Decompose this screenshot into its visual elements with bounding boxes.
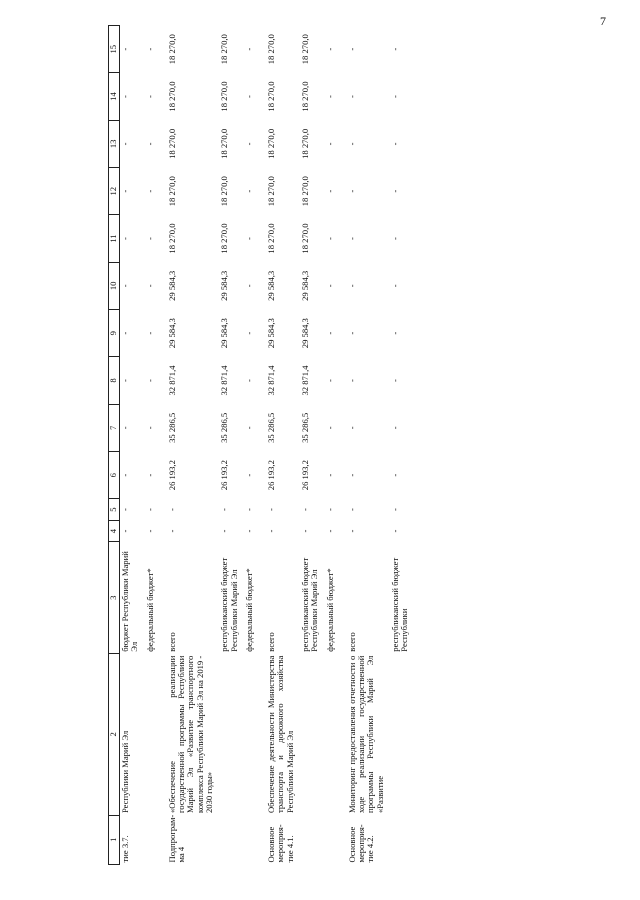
value-cell: 35 286,5 xyxy=(299,412,310,443)
value-cell: 18 270,0 xyxy=(266,34,277,65)
row-title xyxy=(141,654,156,815)
value-cell: 29 584,3 xyxy=(219,270,230,301)
value-cell: - xyxy=(243,284,254,288)
value-cell: 18 270,0 xyxy=(219,176,230,207)
row-title: Мониторинг предоставления отчетности о ходе реализации государственной программы Республики Марий Эл «Развитие xyxy=(346,655,385,814)
row-code xyxy=(296,815,321,864)
value-cell: - xyxy=(219,508,230,512)
header-col-10: 10 xyxy=(109,262,120,309)
value-cell: - xyxy=(243,529,254,533)
value-cell: - xyxy=(389,142,400,146)
value-cell: - xyxy=(144,473,155,477)
table-row xyxy=(141,26,156,865)
row-title xyxy=(386,654,411,815)
value-cell: 18 270,0 xyxy=(299,34,310,65)
value-cell: - xyxy=(346,426,357,430)
value-cell: - xyxy=(389,379,400,382)
value-cell: - xyxy=(346,189,357,193)
row-source: всего xyxy=(266,632,277,652)
value-cell: - xyxy=(120,284,130,288)
row-source: республиканский бюджет Республики Марий Эл xyxy=(299,557,320,652)
value-cell: - xyxy=(346,284,357,288)
table-row xyxy=(255,26,296,865)
header-col-9: 9 xyxy=(109,310,120,357)
value-cell: - xyxy=(389,95,400,98)
table-body xyxy=(120,26,411,865)
value-cell: - xyxy=(144,237,155,240)
row-source: федеральный бюджет* xyxy=(324,568,335,652)
value-cell: 26 193,2 xyxy=(299,460,310,491)
value-cell: 18 270,0 xyxy=(219,81,230,112)
value-cell: - xyxy=(219,529,230,533)
value-cell: - xyxy=(120,95,130,98)
row-code: тие 3.7. xyxy=(120,835,130,863)
header-row xyxy=(109,26,120,865)
value-cell: 29 584,3 xyxy=(166,318,177,349)
value-cell: 18 270,0 xyxy=(219,223,230,254)
header-col-2: 2 xyxy=(109,654,120,815)
value-cell: 35 286,5 xyxy=(219,412,230,443)
value-cell: 18 270,0 xyxy=(166,128,177,159)
value-cell: - xyxy=(243,426,254,430)
table-row xyxy=(240,26,255,865)
value-cell: - xyxy=(389,47,400,51)
header-col-4: 4 xyxy=(109,520,120,542)
table-row xyxy=(215,26,240,865)
value-cell: - xyxy=(243,142,254,146)
value-cell: 29 584,3 xyxy=(299,318,310,349)
value-cell: - xyxy=(166,529,177,533)
value-cell: 26 193,2 xyxy=(166,460,177,491)
value-cell: - xyxy=(346,95,357,98)
value-cell: - xyxy=(144,529,155,533)
table-row xyxy=(386,26,411,865)
value-cell: - xyxy=(324,331,335,335)
value-cell: - xyxy=(144,508,155,512)
value-cell: - xyxy=(389,426,400,430)
value-cell: 29 584,3 xyxy=(299,270,310,301)
row-code xyxy=(215,815,240,864)
value-cell: - xyxy=(389,331,400,335)
budget-table xyxy=(108,25,410,865)
header-col-12: 12 xyxy=(109,168,120,215)
header-col-7: 7 xyxy=(109,404,120,451)
value-cell: - xyxy=(243,189,254,193)
value-cell: - xyxy=(120,473,130,477)
value-cell: - xyxy=(120,189,130,193)
value-cell: 29 584,3 xyxy=(266,318,277,349)
value-cell: 18 270,0 xyxy=(266,223,277,254)
value-cell: - xyxy=(324,47,335,51)
value-cell: - xyxy=(120,426,130,430)
value-cell: 18 270,0 xyxy=(166,81,177,112)
value-cell: 18 270,0 xyxy=(266,128,277,159)
row-source: федеральный бюджет* xyxy=(144,568,155,652)
row-source: федеральный бюджет* xyxy=(243,568,254,652)
table-row xyxy=(321,26,336,865)
row-code xyxy=(321,815,336,864)
row-source: республиканский бюджет Республики xyxy=(389,557,410,652)
value-cell: 29 584,3 xyxy=(166,270,177,301)
value-cell: 18 270,0 xyxy=(299,128,310,159)
row-code: Основное мероприя- тие 4.1. xyxy=(266,824,295,863)
row-title xyxy=(296,654,321,815)
value-cell: - xyxy=(144,95,155,98)
value-cell: - xyxy=(120,379,130,382)
value-cell: - xyxy=(243,331,254,335)
value-cell: 18 270,0 xyxy=(299,223,310,254)
value-cell: - xyxy=(120,237,130,240)
value-cell: - xyxy=(120,529,130,533)
value-cell: - xyxy=(266,508,277,512)
row-source: бюджет Республики Марий Эл xyxy=(120,551,140,652)
value-cell: 18 270,0 xyxy=(299,81,310,112)
value-cell: - xyxy=(243,95,254,98)
value-cell: - xyxy=(324,284,335,288)
value-cell: - xyxy=(243,508,254,512)
value-cell: - xyxy=(144,379,155,382)
value-cell: 18 270,0 xyxy=(266,176,277,207)
value-cell: - xyxy=(389,473,400,477)
value-cell: - xyxy=(346,47,357,51)
header-col-15: 15 xyxy=(109,26,120,73)
row-title: «Обеспечение реализации государственной программы Республики Марий Эл «Развитие транспортного комплекса Республики Марий Эл на 2019 - 2030 годы» xyxy=(166,655,214,814)
header-col-14: 14 xyxy=(109,73,120,120)
row-title xyxy=(321,654,336,815)
value-cell: - xyxy=(243,379,254,382)
value-cell: 18 270,0 xyxy=(299,176,310,207)
value-cell: - xyxy=(144,426,155,430)
header-col-6: 6 xyxy=(109,452,120,499)
value-cell: - xyxy=(346,473,357,477)
value-cell: - xyxy=(299,529,310,533)
value-cell: - xyxy=(346,237,357,240)
table-row xyxy=(156,26,215,865)
value-cell: - xyxy=(346,529,357,533)
value-cell: - xyxy=(243,473,254,477)
header-col-11: 11 xyxy=(109,215,120,262)
value-cell: 26 193,2 xyxy=(266,460,277,491)
value-cell: - xyxy=(144,189,155,193)
row-title xyxy=(215,654,240,815)
value-cell: - xyxy=(243,47,254,51)
value-cell: - xyxy=(324,189,335,193)
value-cell: - xyxy=(346,331,357,335)
value-cell: - xyxy=(144,142,155,146)
value-cell: - xyxy=(243,237,254,240)
row-title: Обеспечение деятельности Министерства транспорта и дорожного хозяйства Республики Марий Эл xyxy=(266,655,295,814)
value-cell: 18 270,0 xyxy=(219,34,230,65)
value-cell: - xyxy=(144,284,155,288)
table-row xyxy=(296,26,321,865)
value-cell: - xyxy=(346,508,357,512)
value-cell: - xyxy=(144,331,155,335)
value-cell: - xyxy=(166,508,177,512)
value-cell: - xyxy=(389,189,400,193)
table-row xyxy=(336,26,386,865)
value-cell: 29 584,3 xyxy=(219,318,230,349)
value-cell: 18 270,0 xyxy=(266,81,277,112)
value-cell: - xyxy=(389,284,400,288)
value-cell: - xyxy=(144,47,155,51)
header-col-5: 5 xyxy=(109,499,120,521)
header-col-3: 3 xyxy=(109,542,120,654)
value-cell: - xyxy=(324,95,335,98)
row-source: республиканский бюджет Республики Марий Эл xyxy=(219,557,239,652)
value-cell: 29 584,3 xyxy=(266,270,277,301)
value-cell: - xyxy=(120,142,130,146)
value-cell: - xyxy=(299,508,310,512)
value-cell: 32 871,4 xyxy=(299,365,310,396)
value-cell: 35 286,5 xyxy=(166,412,177,443)
row-source: всего xyxy=(346,632,357,652)
row-code: Подпрограм- ма 4 xyxy=(166,814,187,863)
rotated-table-wrapper xyxy=(108,25,518,865)
value-cell: - xyxy=(120,508,130,512)
value-cell: - xyxy=(120,47,130,51)
row-code: Основное мероприя- тие 4.2. xyxy=(346,824,376,863)
row-source: всего xyxy=(166,632,177,652)
header-col-8: 8 xyxy=(109,357,120,404)
value-cell: - xyxy=(346,142,357,146)
row-title xyxy=(240,654,255,815)
row-code xyxy=(386,815,411,864)
value-cell: - xyxy=(120,331,130,335)
header-col-1: 1 xyxy=(109,815,120,864)
page-number: 7 xyxy=(600,14,606,28)
value-cell: - xyxy=(324,142,335,146)
table-row xyxy=(120,26,141,865)
row-title: Республики Марий Эл xyxy=(120,730,130,814)
value-cell: - xyxy=(324,529,335,533)
value-cell: 18 270,0 xyxy=(219,128,230,159)
value-cell: 32 871,4 xyxy=(219,365,230,396)
value-cell: - xyxy=(389,508,400,512)
row-code xyxy=(240,815,255,864)
value-cell: - xyxy=(346,379,357,382)
value-cell: - xyxy=(266,529,277,533)
value-cell: 26 193,2 xyxy=(219,460,230,491)
value-cell: 32 871,4 xyxy=(266,365,277,396)
value-cell: 32 871,4 xyxy=(166,365,177,396)
value-cell: 35 286,5 xyxy=(266,412,277,443)
header-col-13: 13 xyxy=(109,120,120,167)
value-cell: - xyxy=(324,508,335,512)
value-cell: - xyxy=(324,379,335,382)
row-code xyxy=(141,815,156,864)
value-cell: - xyxy=(324,426,335,430)
value-cell: - xyxy=(324,473,335,477)
value-cell: 18 270,0 xyxy=(166,223,177,254)
value-cell: 18 270,0 xyxy=(166,176,177,207)
value-cell: 18 270,0 xyxy=(166,34,177,65)
value-cell: - xyxy=(389,237,400,240)
value-cell: - xyxy=(389,529,400,533)
value-cell: - xyxy=(324,237,335,240)
